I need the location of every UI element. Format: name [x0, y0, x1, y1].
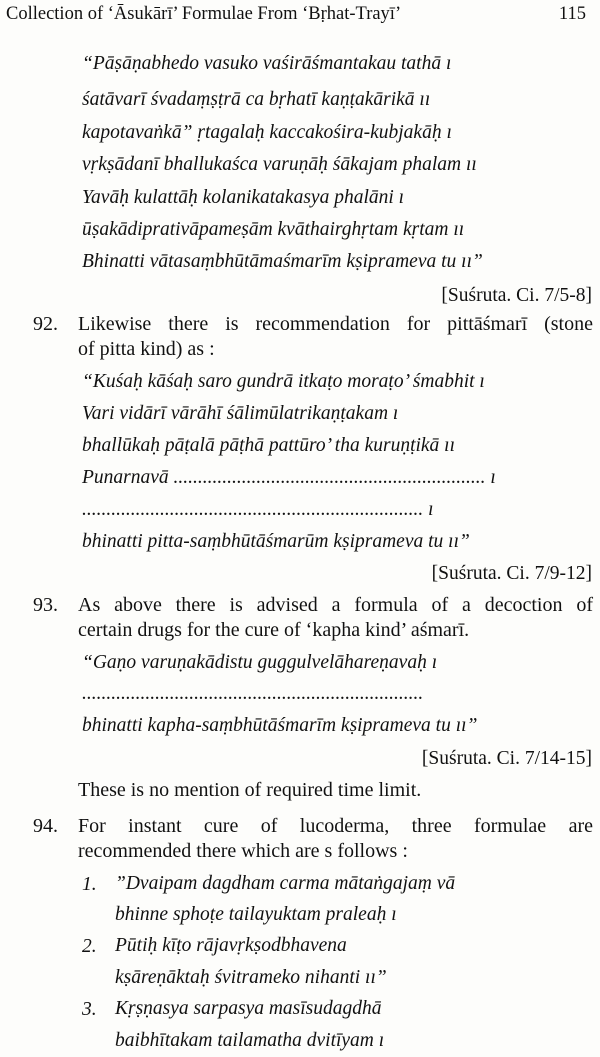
item-text	[78, 814, 593, 864]
item-text-line: recommended there which are s follows :	[78, 840, 408, 862]
citation: [Suśruta. Ci. 7/14-15]	[421, 748, 592, 769]
running-title: Collection of ‘Āsukārī’ Formulae From ‘Bṛhat-Trayī’	[6, 4, 402, 24]
item-number: 93.	[33, 594, 58, 616]
page-number: 115	[558, 4, 586, 24]
verse-line: Bhinatti vātasaṃbhūtāmaśmarīm kṣiprameva tu ıı”	[82, 251, 483, 272]
verse-line: bhinatti pitta-saṃbhūtāśmarūm kṣiprameva tu ıı”	[82, 531, 470, 552]
item-text-line: For instant cure of lucoderma, three formulae are	[78, 815, 593, 837]
item-text-line: of pitta kind) as :	[78, 338, 215, 360]
formula-line: Pūtiḥ kīṭo rājavṛkṣodbhavena	[115, 935, 347, 956]
item-number: 92.	[33, 313, 58, 335]
formula-number: 3.	[82, 999, 97, 1020]
item-text-line: As above there is advised a formula of a decoction of	[78, 594, 593, 616]
verse-line: Yavāḥ kulattāḥ kolanikatakasya phalāni ı	[82, 187, 405, 208]
verse-line: Vari vidārī vārāhī śālimūlatrikaṇṭakam ı	[82, 403, 399, 424]
note: These is no mention of required time limit.	[78, 779, 422, 801]
item-number: 94.	[33, 815, 58, 837]
verse-line: ūṣakādiprativāpameṣām kvāthairghṛtam kṛtam ıı	[82, 219, 465, 240]
citation: [Suśruta. Ci. 7/9-12]	[431, 563, 592, 584]
formula-number: 1.	[82, 874, 97, 895]
verse-line: Punarnavā ................................................................ ı	[82, 467, 496, 488]
citation: [Suśruta. Ci. 7/5-8]	[441, 285, 592, 306]
verse-line: bhinatti kapha-saṃbhūtāśmarīm kṣiprameva tu ıı”	[82, 715, 478, 736]
formula-line: Kṛṣṇasya sarpasya masīsudagdhā	[115, 998, 382, 1019]
verse-line: ...................................................................... ı	[82, 499, 434, 520]
formula-line: bhinne sphoṭe tailayuktam praleaḥ ı	[115, 904, 397, 925]
formula-line: baibhītakam tailamatha dvitīyam ı	[115, 1030, 385, 1051]
page-header	[0, 2, 600, 30]
verse-line: “Kuśaḥ kāśaḥ saro gundrā itkaṭo moraṭo’ śmabhit ı	[82, 371, 485, 392]
verse-line: “Pāṣāṇabhedo vasuko vaśirāśmantakau tathā ı	[82, 53, 452, 74]
formula-line: kṣāreṇāktaḥ śvitrameko nihanti ıı”	[115, 967, 387, 988]
formula-line: ”Dvaipam dagdham carma mātaṅgajaṃ vā	[115, 873, 456, 894]
item-text-line: certain drugs for the cure of ‘kapha kind’ aśmarī.	[78, 619, 470, 641]
item-text-line: Likewise there is recommendation for pittāśmarī (stone	[78, 313, 593, 335]
verse-line: ......................................................................	[82, 683, 424, 704]
verse-line: kapotavaṅkā” ṛtagalaḥ kaccakośira-kubjakāḥ ı	[82, 122, 452, 143]
verse-line: “Gaṇo varuṇakādistu guggulvelāhareṇavaḥ ı	[82, 652, 438, 673]
verse-line: śatāvarī śvadaṃṣṭrā ca bṛhatī kaṇṭakārikā ıı	[82, 89, 431, 110]
verse-line: vṛkṣādanī bhallukaśca varuṇāḥ śākajam phalam ıı	[82, 154, 477, 175]
formula-number: 2.	[82, 936, 97, 957]
item-text	[78, 593, 593, 643]
verse-line: bhallūkaḥ pāṭalā pāṭhā pattūro’ tha kuruṇṭikā ıı	[82, 435, 456, 456]
item-text	[78, 312, 593, 362]
